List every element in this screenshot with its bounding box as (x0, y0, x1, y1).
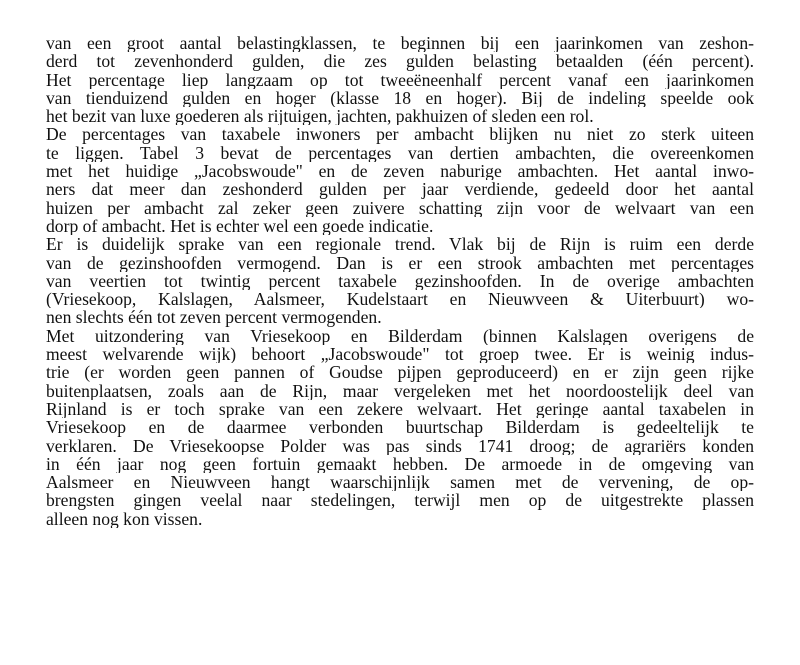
paragraph-3 (46, 235, 754, 326)
paragraph-4 (46, 327, 754, 528)
text-line: van de gezinshoofden vermogend. Dan is er een strook ambachten met percentages (46, 253, 754, 272)
text-line: Er is duidelijk sprake van een regionale trend. Vlak bij de Rijn is ruim een derde (46, 235, 754, 254)
text-line: Met uitzondering van Vriesekoop en Bilderdam (binnen Kalslagen overigens de (46, 326, 754, 346)
text-line: Vriesekoop en de daarmee verbonden buurtschap Bilderdam is gedeeltelijk te (46, 418, 754, 437)
text-line: dorp of ambacht. Het is echter wel een goede indicatie. (46, 216, 434, 236)
document-body (46, 34, 754, 528)
text-line: buitenplaatsen, zoals aan de Rijn, maar vergeleken met het noordoostelijk deel van (46, 381, 754, 400)
text-line: in één jaar nog geen fortuin gemaakt hebben. De armoede in de omgeving van (46, 454, 754, 474)
paragraph-1 (46, 34, 754, 125)
text-line: Aalsmeer en Nieuwveen hangt waarschijnlijk samen met de vervening, de op- (46, 473, 754, 492)
text-line: verklaren. De Vriesekoopse Polder was pas sinds 1741 droog; de agrariërs konden (46, 436, 754, 455)
text-line: te liggen. Tabel 3 bevat de percentages van dertien ambachten, die overeenkomen (46, 143, 754, 163)
text-line: ners dat meer dan zeshonderd gulden per jaar verdiende, gedeeld door het aantal (46, 180, 754, 199)
text-line: huizen per ambacht zal zeker geen zuivere schatting zijn voor de welvaart van een (46, 198, 754, 217)
text-line: van een groot aantal belastingklassen, te beginnen bij een jaarinkomen van zeshon- (46, 34, 754, 53)
text-line: derd tot zevenhonderd gulden, die zes gulden belasting betaalden (één percent). (46, 52, 754, 71)
text-line: brengsten gingen veelal naar stedelingen, terwijl men op de uitgestrekte plassen (46, 491, 754, 510)
text-line: De percentages van taxabele inwoners per ambacht blijken nu niet zo sterk uiteen (46, 125, 754, 144)
paragraph-2 (46, 125, 754, 235)
text-line: nen slechts één tot zeven percent vermogenden. (46, 308, 382, 327)
text-line: van veertien tot twintig percent taxabele gezinshoofden. In de overige ambachten (46, 271, 754, 291)
text-line: alleen nog kon vissen. (46, 509, 203, 529)
text-line: (Vriesekoop, Kalslagen, Aalsmeer, Kudelstaart en Nieuwveen & Uiterbuurt) wo- (46, 290, 754, 309)
text-line: meest welvarende wijk) behoort „Jacobswoude" tot groep twee. Er is weinig indus- (46, 345, 754, 364)
text-line: van tienduizend gulden en hoger (klasse 18 en hoger). Bij de indeling speelde ook (46, 88, 754, 108)
text-line: met het huidige „Jacobswoude" en de zeven naburige ambachten. Het aantal inwo- (46, 162, 754, 181)
text-line: trie (er worden geen pannen of Goudse pijpen geproduceerd) en er zijn geen rijke (46, 363, 754, 382)
text-line: Het percentage liep langzaam op tot tweeëneenhalf percent vanaf een jaarinkomen (46, 70, 754, 89)
text-line: Rijnland is er toch sprake van een zekere welvaart. Het geringe aantal taxabelen in (46, 399, 754, 419)
text-line: het bezit van luxe goederen als rijtuigen, jachten, pakhuizen of sleden een rol. (46, 107, 594, 126)
